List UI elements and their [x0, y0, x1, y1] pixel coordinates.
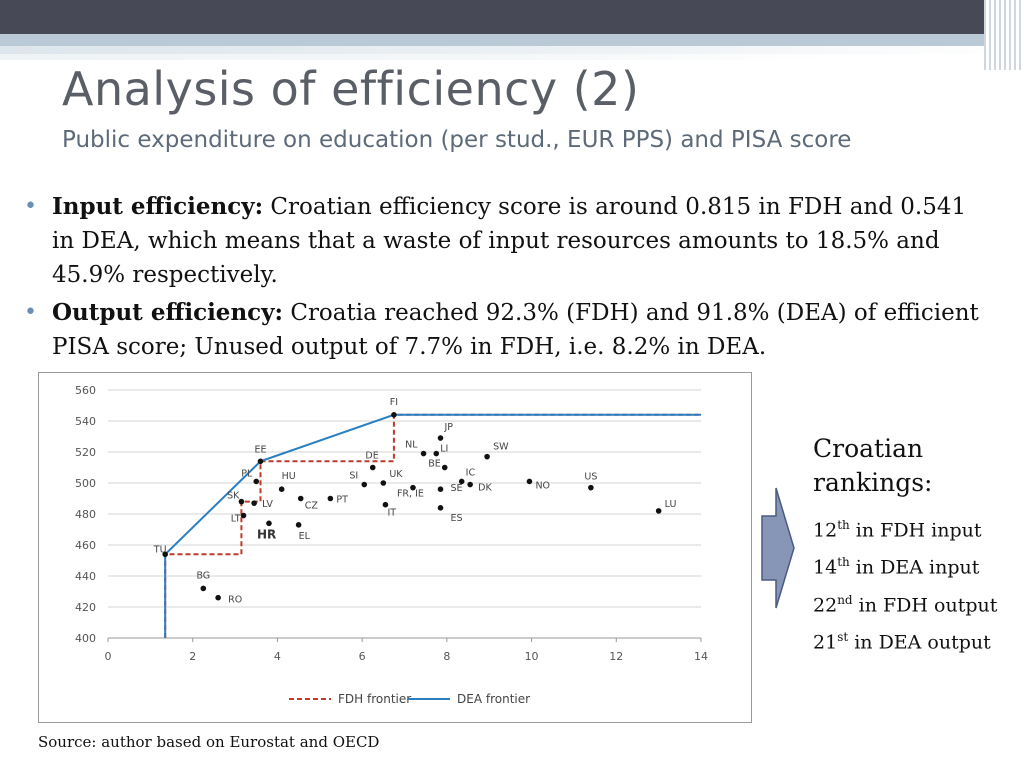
point-label: PT: [336, 494, 348, 506]
ranking-text: in DEA input: [849, 556, 980, 579]
point-label: FI: [389, 396, 399, 408]
point-label: NL: [405, 439, 418, 451]
x-tick-label: 12: [609, 650, 624, 663]
bullet-heading: Input efficiency:: [52, 193, 264, 220]
data-point: [251, 500, 257, 506]
x-tick-label: 4: [273, 650, 281, 663]
efficiency-chart: [38, 372, 752, 723]
data-point: [215, 595, 221, 601]
data-point: [201, 586, 207, 592]
point-label: BE: [428, 458, 441, 470]
chart-canvas: [39, 373, 751, 722]
data-point: [298, 496, 304, 502]
ranking-suffix: th: [837, 518, 850, 532]
bullet-output-efficiency: [22, 296, 982, 364]
slide-title: Analysis of efficiency (2): [62, 62, 640, 116]
bullet-heading: Output efficiency:: [52, 299, 284, 326]
point-label: HR: [256, 527, 277, 542]
point-label: PL: [241, 468, 253, 480]
y-tick-label: 560: [75, 384, 96, 397]
ranking-suffix: st: [837, 629, 849, 644]
ranking-item: [813, 509, 997, 546]
point-label: EL: [298, 530, 310, 542]
data-point: [279, 486, 285, 492]
data-point: [438, 435, 444, 441]
point-label: CZ: [304, 500, 318, 512]
right-arrow-icon: [760, 486, 796, 610]
x-tick-label: 10: [524, 650, 539, 663]
data-point: [391, 412, 397, 418]
ranking-suffix: nd: [837, 592, 853, 607]
y-tick-label: 400: [75, 632, 96, 645]
point-label: JP: [444, 422, 454, 434]
ranking-number: 22: [813, 593, 838, 616]
point-label: HU: [281, 471, 296, 483]
point-label: IC: [465, 467, 476, 479]
rankings-title: Croatian rankings:: [813, 434, 933, 497]
point-label: RO: [228, 594, 243, 606]
bullet-text: Croatian efficiency score is around 0.815 in FDH and 0.541 in DEA, which means that a waste of input resources amounts to 18.5% and 45.9% respectively.: [52, 194, 967, 288]
point-label: NO: [535, 480, 551, 492]
point-label: LI: [440, 443, 449, 455]
ranking-text: in DEA output: [848, 631, 991, 654]
data-point: [258, 459, 264, 465]
data-point: [361, 482, 367, 488]
point-label: LV: [262, 499, 273, 511]
ranking-text: in FDH output: [852, 593, 998, 616]
data-point: [527, 479, 533, 485]
legend-fdh-label: FDH frontier: [338, 692, 412, 706]
point-label: TU: [153, 544, 167, 556]
y-tick-label: 420: [75, 601, 96, 614]
y-tick-label: 480: [75, 508, 96, 521]
point-label: IT: [387, 507, 397, 519]
y-tick-label: 460: [75, 539, 96, 552]
data-point: [266, 521, 272, 527]
header-band-light: [0, 46, 1024, 54]
data-point: [467, 482, 473, 488]
data-point: [241, 513, 247, 519]
data-point: [239, 499, 245, 505]
ranking-suffix: th: [837, 555, 850, 570]
point-label: LT: [230, 513, 241, 525]
fdh-frontier-line: [165, 415, 701, 638]
header-band: [0, 34, 1024, 46]
top-bar: [0, 0, 1024, 34]
x-tick-label: 8: [443, 650, 451, 663]
point-label: LU: [664, 498, 677, 510]
x-tick-label: 14: [694, 650, 708, 663]
dea-frontier-line: [165, 415, 701, 638]
point-label: US: [584, 471, 598, 483]
data-point: [656, 508, 662, 514]
bullet-list: [22, 190, 982, 368]
point-label: FR, IE: [396, 488, 424, 500]
y-tick-label: 440: [75, 570, 96, 583]
rankings-list: [813, 509, 997, 658]
data-point: [442, 465, 448, 471]
data-point: [296, 522, 302, 528]
point-label: SW: [493, 441, 509, 453]
data-point: [588, 485, 594, 491]
x-tick-label: 6: [358, 650, 366, 663]
point-label: DK: [478, 482, 492, 494]
point-label: BG: [196, 570, 211, 582]
ranking-number: 14: [813, 556, 838, 579]
data-point: [381, 480, 387, 486]
bullet-input-efficiency: [22, 190, 982, 292]
point-label: SI: [349, 470, 359, 482]
data-point: [383, 502, 389, 508]
corner-stripes: [984, 0, 1024, 70]
ranking-number: 21: [813, 631, 838, 654]
bullet-dot-icon: •: [24, 300, 37, 325]
data-point: [253, 479, 259, 485]
data-point: [370, 465, 376, 471]
ranking-item: [813, 621, 997, 658]
slide-subtitle: Public expenditure on education (per stud., EUR PPS) and PISA score: [62, 127, 852, 153]
y-tick-label: 540: [75, 415, 96, 428]
legend-dea-label: DEA frontier: [457, 692, 531, 706]
bullet-dot-icon: •: [24, 194, 37, 219]
data-point: [421, 451, 427, 457]
x-tick-label: 2: [189, 650, 197, 663]
point-label: ES: [450, 512, 463, 524]
point-label: SE: [450, 483, 463, 495]
data-point: [438, 486, 444, 492]
source-note: Source: author based on Eurostat and OECD: [38, 733, 380, 751]
y-tick-label: 500: [75, 477, 96, 490]
ranking-text: in FDH input: [849, 519, 982, 542]
y-tick-label: 520: [75, 446, 96, 459]
ranking-item: [813, 584, 997, 621]
point-label: SK: [227, 490, 240, 502]
point-label: EE: [254, 444, 267, 456]
data-point: [484, 454, 490, 460]
data-point: [433, 451, 439, 457]
data-point: [438, 505, 444, 511]
point-label: UK: [389, 469, 403, 480]
ranking-number: 12: [813, 519, 838, 542]
data-point: [328, 496, 334, 502]
ranking-item: [813, 546, 997, 583]
x-tick-label: 0: [104, 650, 112, 663]
header-band-fade: [0, 54, 830, 60]
bullet-text: Croatia reached 92.3% (FDH) and 91.8% (DEA) of efficient PISA score; Unused output of 7.7% in FDH, i.e. 8.2% in DEA.: [52, 300, 979, 360]
point-label: DE: [365, 450, 379, 462]
